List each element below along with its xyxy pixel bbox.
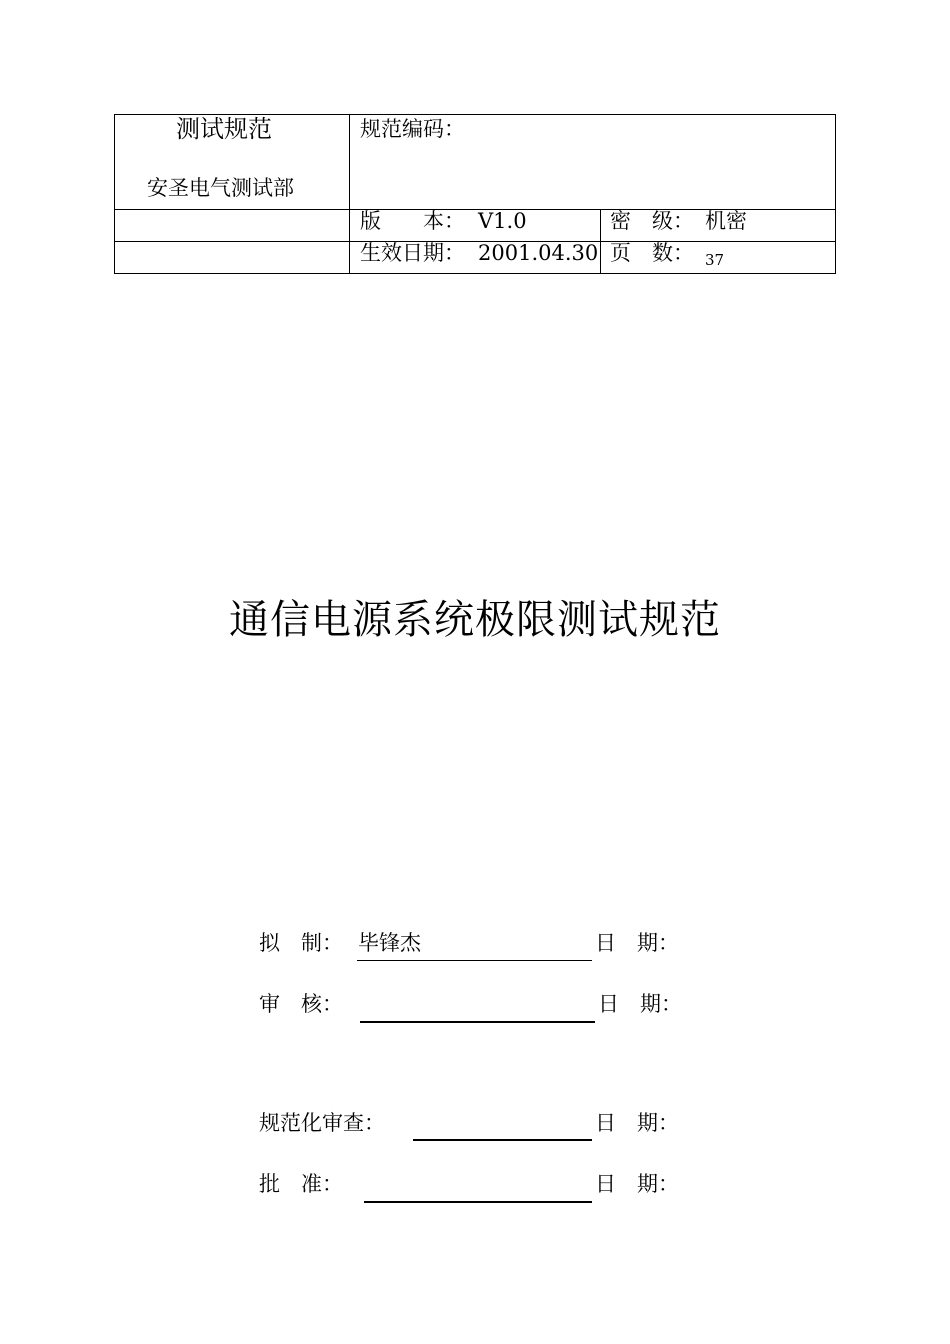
spec-code-label: 规范编码： xyxy=(360,117,465,141)
pages-label: 页 数： xyxy=(610,241,694,265)
security-value: 机密 xyxy=(705,209,747,233)
standardization-review-line xyxy=(413,1139,592,1141)
version-label: 版 本： xyxy=(360,209,465,233)
standardization-review-label: 规范化审查： xyxy=(259,1111,385,1135)
document-header-table xyxy=(114,114,836,274)
reviewed-by-line xyxy=(360,1021,595,1023)
version-value: V1.0 xyxy=(478,209,527,233)
approved-date-label: 日 期： xyxy=(595,1172,679,1196)
drafted-date-label: 日 期： xyxy=(595,931,679,955)
reviewed-by-label: 审 核： xyxy=(259,992,343,1016)
approved-by-line xyxy=(364,1201,592,1203)
reviewed-date-label: 日 期： xyxy=(598,992,682,1016)
drafted-by-label: 拟 制： xyxy=(259,931,343,955)
document-title: 通信电源系统极限测试规范 xyxy=(229,597,721,643)
security-label: 密 级： xyxy=(610,209,694,233)
header-divider-horizontal-2 xyxy=(115,241,835,242)
approved-by-label: 批 准： xyxy=(259,1172,343,1196)
drafted-by-line xyxy=(357,960,592,961)
pages-value: 37 xyxy=(705,251,725,269)
effective-date-label: 生效日期： xyxy=(360,241,465,265)
department-label: 安圣电气测试部 xyxy=(147,176,294,200)
doc-type-label: 测试规范 xyxy=(176,115,272,143)
header-divider-vertical-1 xyxy=(349,115,350,273)
effective-date-value: 2001.04.30 xyxy=(478,241,599,265)
standardization-date-label: 日 期： xyxy=(595,1111,679,1135)
drafted-by-value: 毕锋杰 xyxy=(358,931,421,955)
